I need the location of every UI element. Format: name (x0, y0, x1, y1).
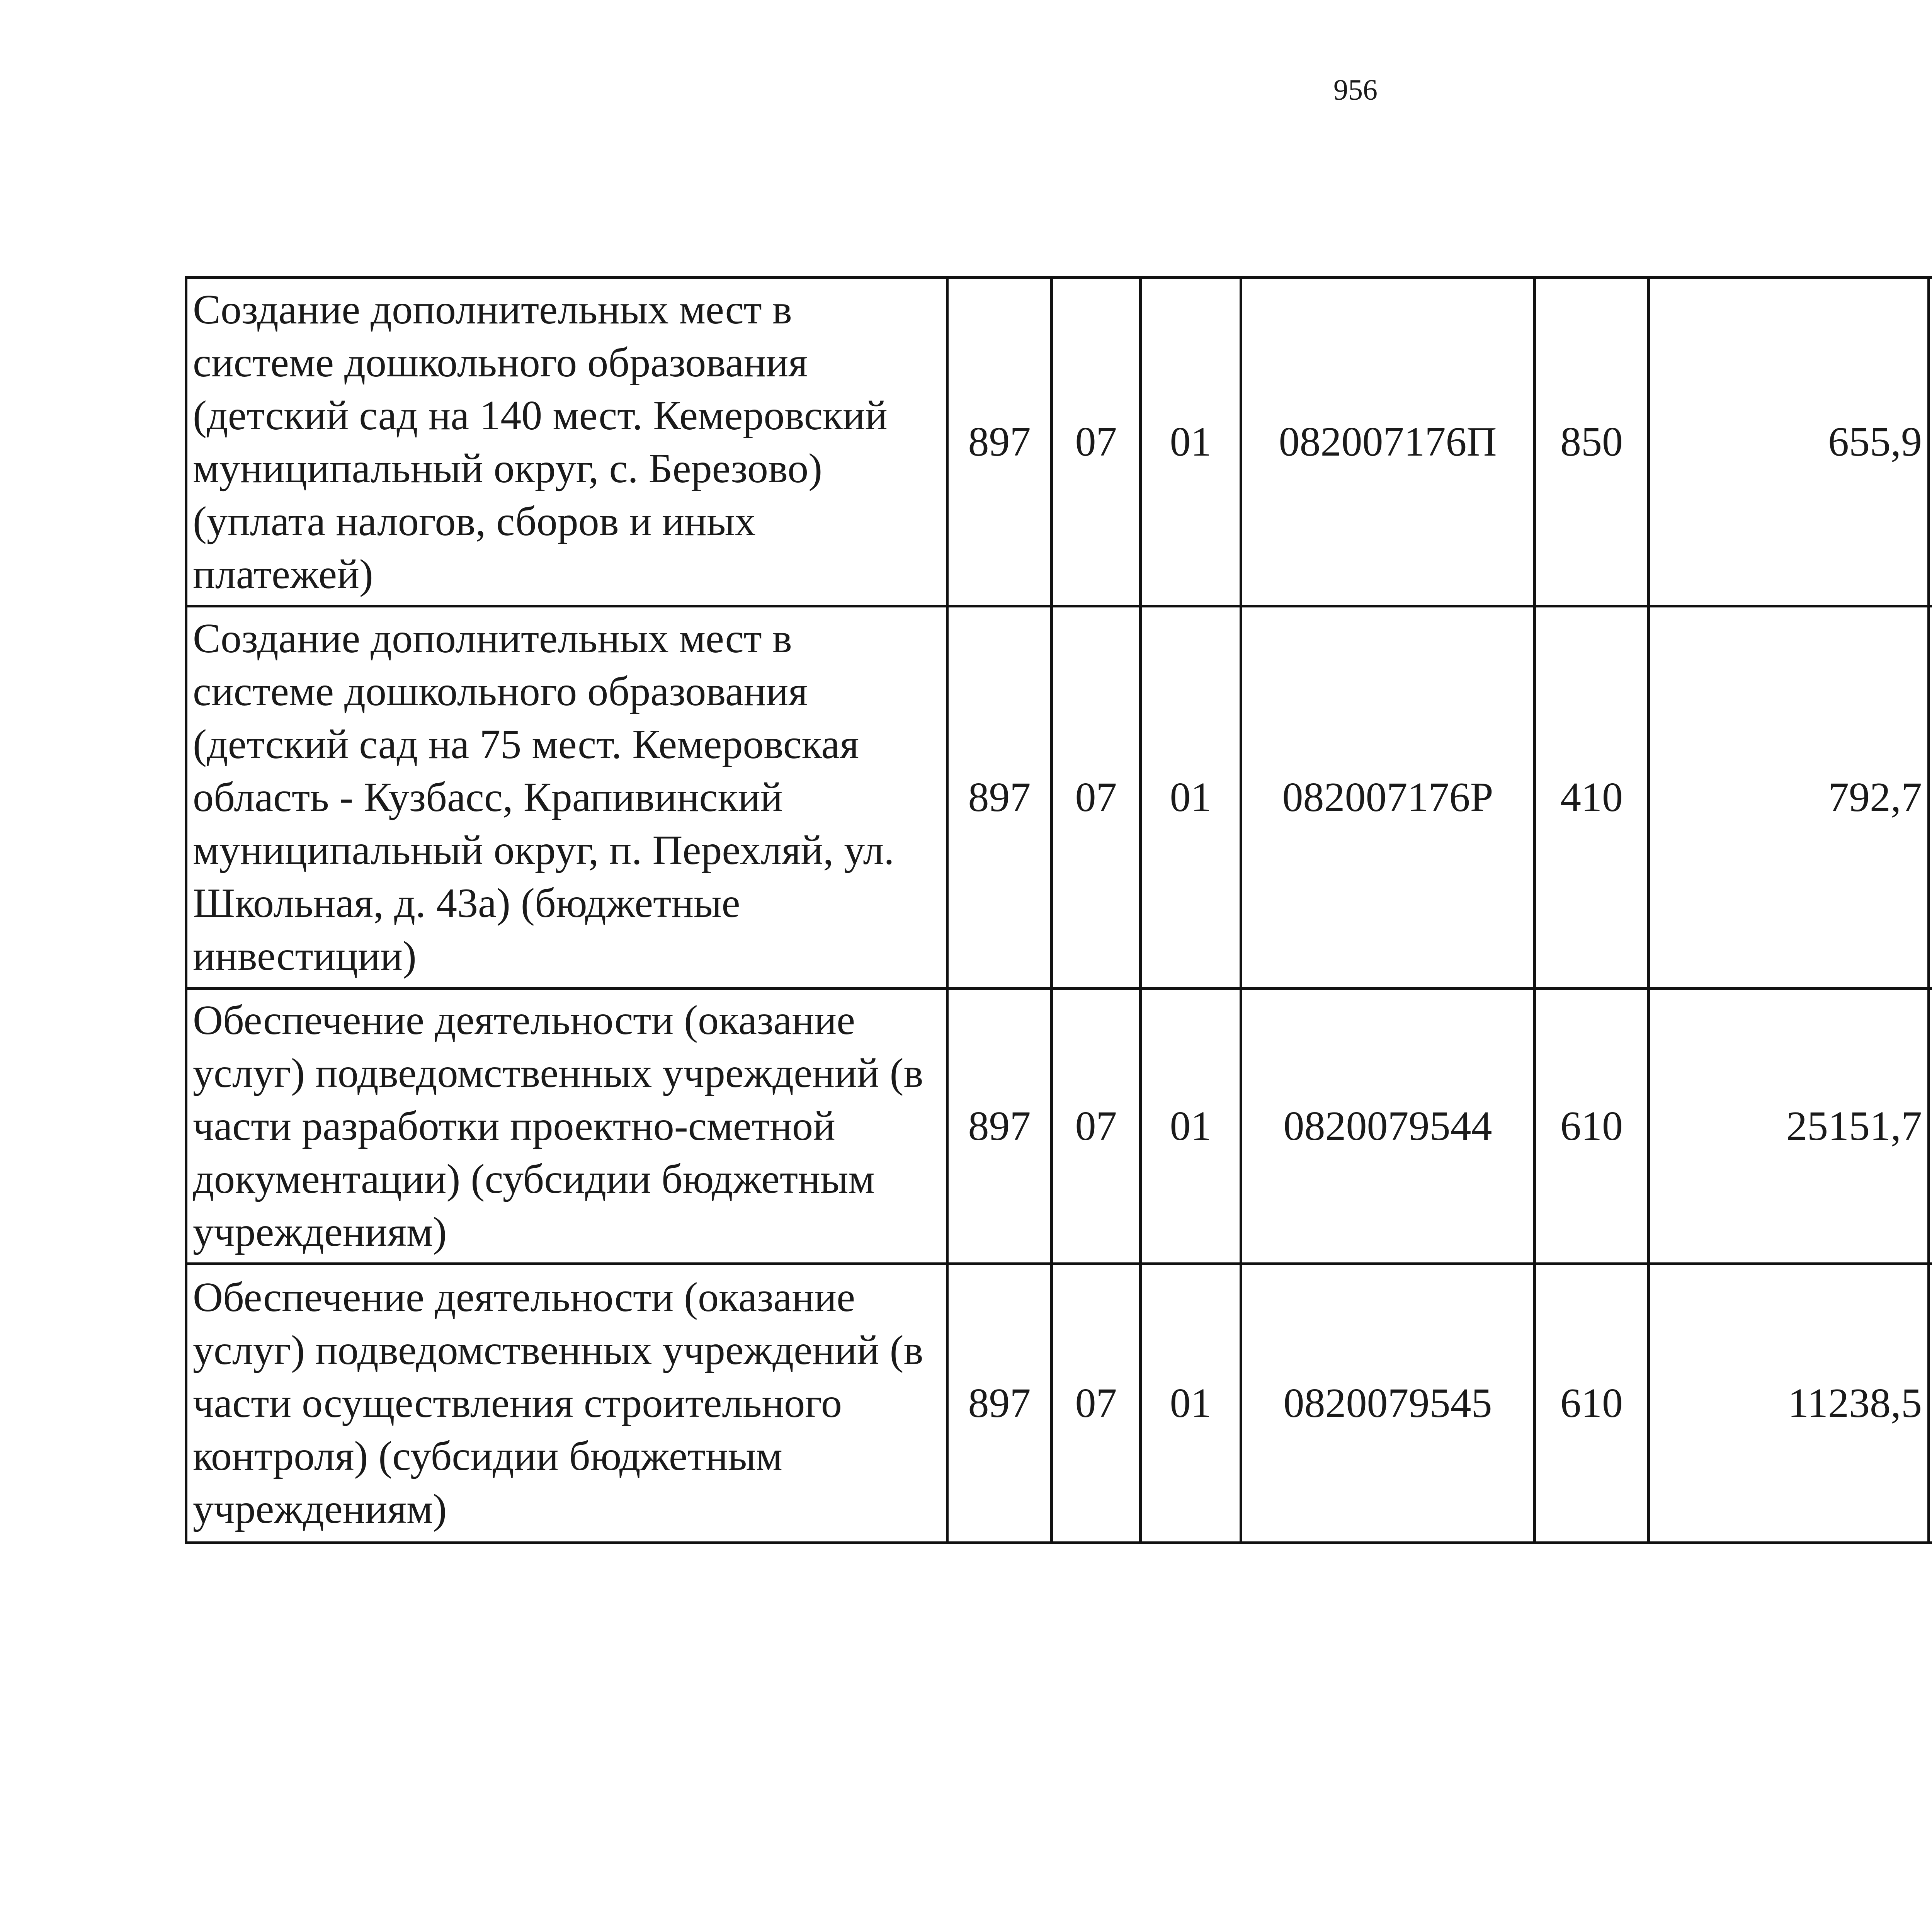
section-code: 07 (1052, 1264, 1141, 1543)
ministry-code: 897 (947, 606, 1052, 989)
ministry-code: 897 (947, 1264, 1052, 1543)
target-article-code: 0820079545 (1241, 1264, 1535, 1543)
section-code: 07 (1052, 278, 1141, 606)
row-description: Обеспечение деятельности (оказание услуг) подведомственных учреждений (в части разработки проектно-сметной документации) (субсидии бюджетным учреждениям) (186, 989, 947, 1264)
target-article-code: 082007176Р (1241, 606, 1535, 989)
amount-2 (1929, 1264, 1932, 1543)
target-article-code: 082007176П (1241, 278, 1535, 606)
subsection-code: 01 (1141, 606, 1241, 989)
subsection-code: 01 (1141, 989, 1241, 1264)
ministry-code: 897 (947, 278, 1052, 606)
table-row (186, 278, 1932, 606)
subsection-code: 01 (1141, 1264, 1241, 1543)
amount-2 (1929, 278, 1932, 606)
row-description: Создание дополнительных мест в системе дошкольного образования (детский сад на 75 мест. Кемеровская область - Кузбасс, Крапивинский муниципальный округ, п. Перехляй, ул. Школьная, д. 43а) (бюджетные инвестиции) (186, 606, 947, 989)
amount-1: 25151,7 (1649, 989, 1929, 1264)
row-description: Создание дополнительных мест в системе дошкольного образования (детский сад на 140 мест. Кемеровский муниципальный округ, с. Березово) (уплата налогов, сборов и иных платежей) (186, 278, 947, 606)
amount-1: 792,7 (1649, 606, 1929, 989)
amount-1: 655,9 (1649, 278, 1929, 606)
table-row (186, 989, 1932, 1264)
amount-2 (1929, 606, 1932, 989)
table-row (186, 606, 1932, 989)
target-article-code: 0820079544 (1241, 989, 1535, 1264)
subsection-code: 01 (1141, 278, 1241, 606)
expense-type-code: 610 (1535, 1264, 1649, 1543)
amount-1: 11238,5 (1649, 1264, 1929, 1543)
expense-type-code: 410 (1535, 606, 1649, 989)
expense-type-code: 610 (1535, 989, 1649, 1264)
table-row (186, 1264, 1932, 1543)
row-description: Обеспечение деятельности (оказание услуг) подведомственных учреждений (в части осуществления строительного контроля) (субсидии бюджетным учреждениям) (186, 1264, 947, 1543)
ministry-code: 897 (947, 989, 1052, 1264)
expense-type-code: 850 (1535, 278, 1649, 606)
section-code: 07 (1052, 606, 1141, 989)
section-code: 07 (1052, 989, 1141, 1264)
budget-table (185, 276, 1932, 1544)
page-number: 956 (1333, 74, 1378, 106)
amount-2 (1929, 989, 1932, 1264)
